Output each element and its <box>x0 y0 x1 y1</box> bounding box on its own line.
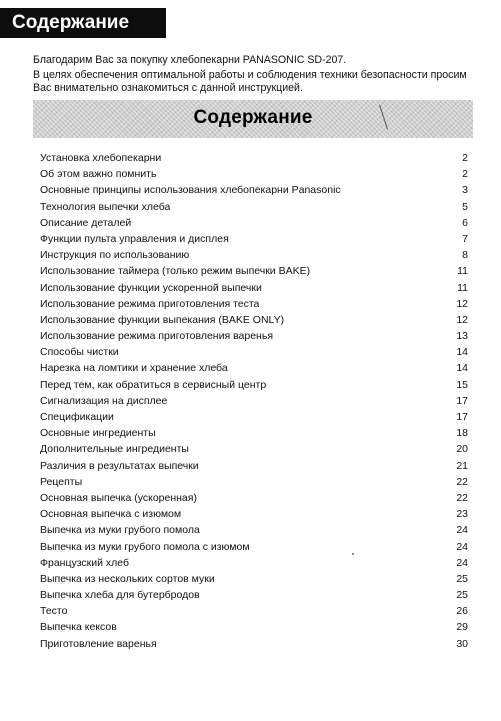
toc-entry[interactable] <box>40 199 468 215</box>
toc-entry[interactable] <box>40 247 468 263</box>
scan-speck <box>352 553 354 555</box>
toc-entry[interactable] <box>40 182 468 198</box>
toc-entry[interactable] <box>40 458 468 474</box>
toc-entry-page: 25 <box>456 572 468 585</box>
toc-entry[interactable] <box>40 377 468 393</box>
toc-entry-title: Использование режима приготовления варенья <box>40 330 274 343</box>
toc-entry-page: 5 <box>462 200 468 213</box>
contents-banner <box>33 100 473 138</box>
toc-entry-page: 14 <box>456 362 468 375</box>
toc-entry-page: 24 <box>456 556 468 569</box>
toc-entry-title: Основные принципы использования хлебопекарни Panasonic <box>40 184 341 197</box>
toc-entry-title: Функции пульта управления и дисплея <box>40 232 229 245</box>
toc-entry[interactable] <box>40 263 468 279</box>
toc-entry-title: Основная выпечка с изюмом <box>40 508 182 521</box>
toc-entry-title: Тесто <box>40 605 68 618</box>
toc-entry-title: Выпечка хлеба для бутербродов <box>40 589 200 602</box>
toc-entry[interactable] <box>40 539 468 555</box>
toc-entry-page: 2 <box>462 152 468 164</box>
toc-entry-title: Выпечка кексов <box>40 621 117 634</box>
toc-entry-title: Спецификации <box>40 411 114 423</box>
toc-entry-page: 23 <box>456 508 468 521</box>
toc-entry-title: Выпечка из муки грубого помола <box>40 524 200 537</box>
toc-entry-page: 24 <box>456 524 468 537</box>
toc-entry-page: 14 <box>456 346 468 359</box>
toc-entry[interactable] <box>40 425 468 441</box>
toc-entry[interactable] <box>40 555 468 571</box>
table-of-contents <box>40 150 468 652</box>
toc-entry-page: 17 <box>456 411 468 423</box>
toc-entry[interactable] <box>40 360 468 376</box>
toc-entry-page: 12 <box>456 313 468 326</box>
toc-entry[interactable] <box>40 587 468 603</box>
toc-entry[interactable] <box>40 231 468 247</box>
toc-entry[interactable] <box>40 296 468 312</box>
toc-entry-title: Использование функции ускоренной выпечки <box>40 281 262 294</box>
toc-entry-page: 11 <box>457 265 468 278</box>
toc-entry-title: Сигнализация на дисплее <box>40 394 168 407</box>
toc-entry-title: Выпечка из нескольких сортов муки <box>40 572 215 585</box>
toc-entry-title: Различия в результатах выпечки <box>40 459 199 472</box>
toc-entry-page: 11 <box>457 281 468 294</box>
toc-entry[interactable] <box>40 603 468 619</box>
toc-entry-title: Установка хлебопекарни <box>40 152 162 164</box>
toc-entry-title: Нарезка на ломтики и хранение хлеба <box>40 362 228 375</box>
toc-entry[interactable] <box>40 280 468 296</box>
toc-entry-page: 15 <box>456 378 468 391</box>
toc-entry-page: 13 <box>456 330 468 343</box>
toc-entry[interactable] <box>40 166 468 182</box>
toc-entry-title: Французский хлеб <box>40 556 130 569</box>
toc-entry-page: 18 <box>456 427 468 440</box>
toc-entry-title: Способы чистки <box>40 346 119 359</box>
toc-entry-page: 25 <box>456 589 468 602</box>
toc-entry-title: Использование функции выпекания (BAKE ONLY) <box>40 313 285 326</box>
toc-entry-page: 30 <box>456 637 468 650</box>
toc-entry-title: Выпечка из муки грубого помола с изюмом <box>40 540 250 553</box>
toc-entry-page: 22 <box>456 475 468 488</box>
toc-entry-page: 8 <box>462 249 468 262</box>
toc-entry-page: 17 <box>456 394 468 407</box>
toc-entry[interactable] <box>40 312 468 328</box>
toc-entry[interactable] <box>40 393 468 409</box>
intro-text <box>33 54 483 97</box>
toc-entry-page: 7 <box>462 232 468 245</box>
toc-entry-page: 21 <box>456 459 468 472</box>
toc-entry-page: 22 <box>456 491 468 504</box>
intro-line-thanks: Благодарим Вас за покупку хлебопекарни PANASONIC SD-207. <box>33 54 347 66</box>
toc-entry[interactable] <box>40 619 468 635</box>
toc-entry[interactable] <box>40 571 468 587</box>
toc-entry-title: Использование таймера (только режим выпечки BAKE) <box>40 265 311 278</box>
toc-entry-page: 20 <box>456 443 468 456</box>
toc-entry-title: Технология выпечки хлеба <box>40 200 171 213</box>
toc-entry-title: Основная выпечка (ускоренная) <box>40 491 197 504</box>
toc-entry-page: 12 <box>456 297 468 310</box>
intro-line-request: В целях обеспечения оптимальной работы и соблюдения техники безопасности просим Вас внимательно ознакомиться с данной инструкцией. <box>33 69 467 94</box>
toc-entry-page: 3 <box>462 184 468 197</box>
toc-entry-page: 29 <box>456 621 468 634</box>
toc-entry-title: Использование режима приготовления теста <box>40 297 260 310</box>
toc-entry-title: Дополнительные ингредиенты <box>40 443 189 456</box>
toc-entry-page: 2 <box>462 168 468 181</box>
toc-entry-title: Основные ингредиенты <box>40 427 156 440</box>
toc-entry[interactable] <box>40 636 468 652</box>
toc-entry[interactable] <box>40 215 468 231</box>
toc-entry[interactable] <box>40 474 468 490</box>
toc-entry-title: Описание деталей <box>40 216 132 229</box>
toc-entry[interactable] <box>40 328 468 344</box>
toc-entry[interactable] <box>40 344 468 360</box>
toc-entry[interactable] <box>40 150 468 166</box>
toc-entry[interactable] <box>40 490 468 506</box>
toc-entry-title: Приготовление варенья <box>40 637 157 650</box>
contents-banner-title: Содержание <box>193 107 313 128</box>
toc-entry[interactable] <box>40 522 468 538</box>
toc-entry[interactable] <box>40 409 468 425</box>
toc-entry-title: Об этом важно помнить <box>40 168 157 181</box>
toc-entry-title: Инструкция по использованию <box>40 249 190 262</box>
toc-entry-page: 26 <box>456 605 468 618</box>
toc-entry-page: 24 <box>456 540 468 553</box>
toc-entry[interactable] <box>40 441 468 457</box>
page-header-title: Содержание <box>0 8 166 38</box>
toc-entry[interactable] <box>40 506 468 522</box>
toc-entry-title: Рецепты <box>40 475 83 488</box>
toc-entry-title: Перед тем, как обратиться в сервисный центр <box>40 378 267 391</box>
toc-entry-page: 6 <box>462 216 468 229</box>
